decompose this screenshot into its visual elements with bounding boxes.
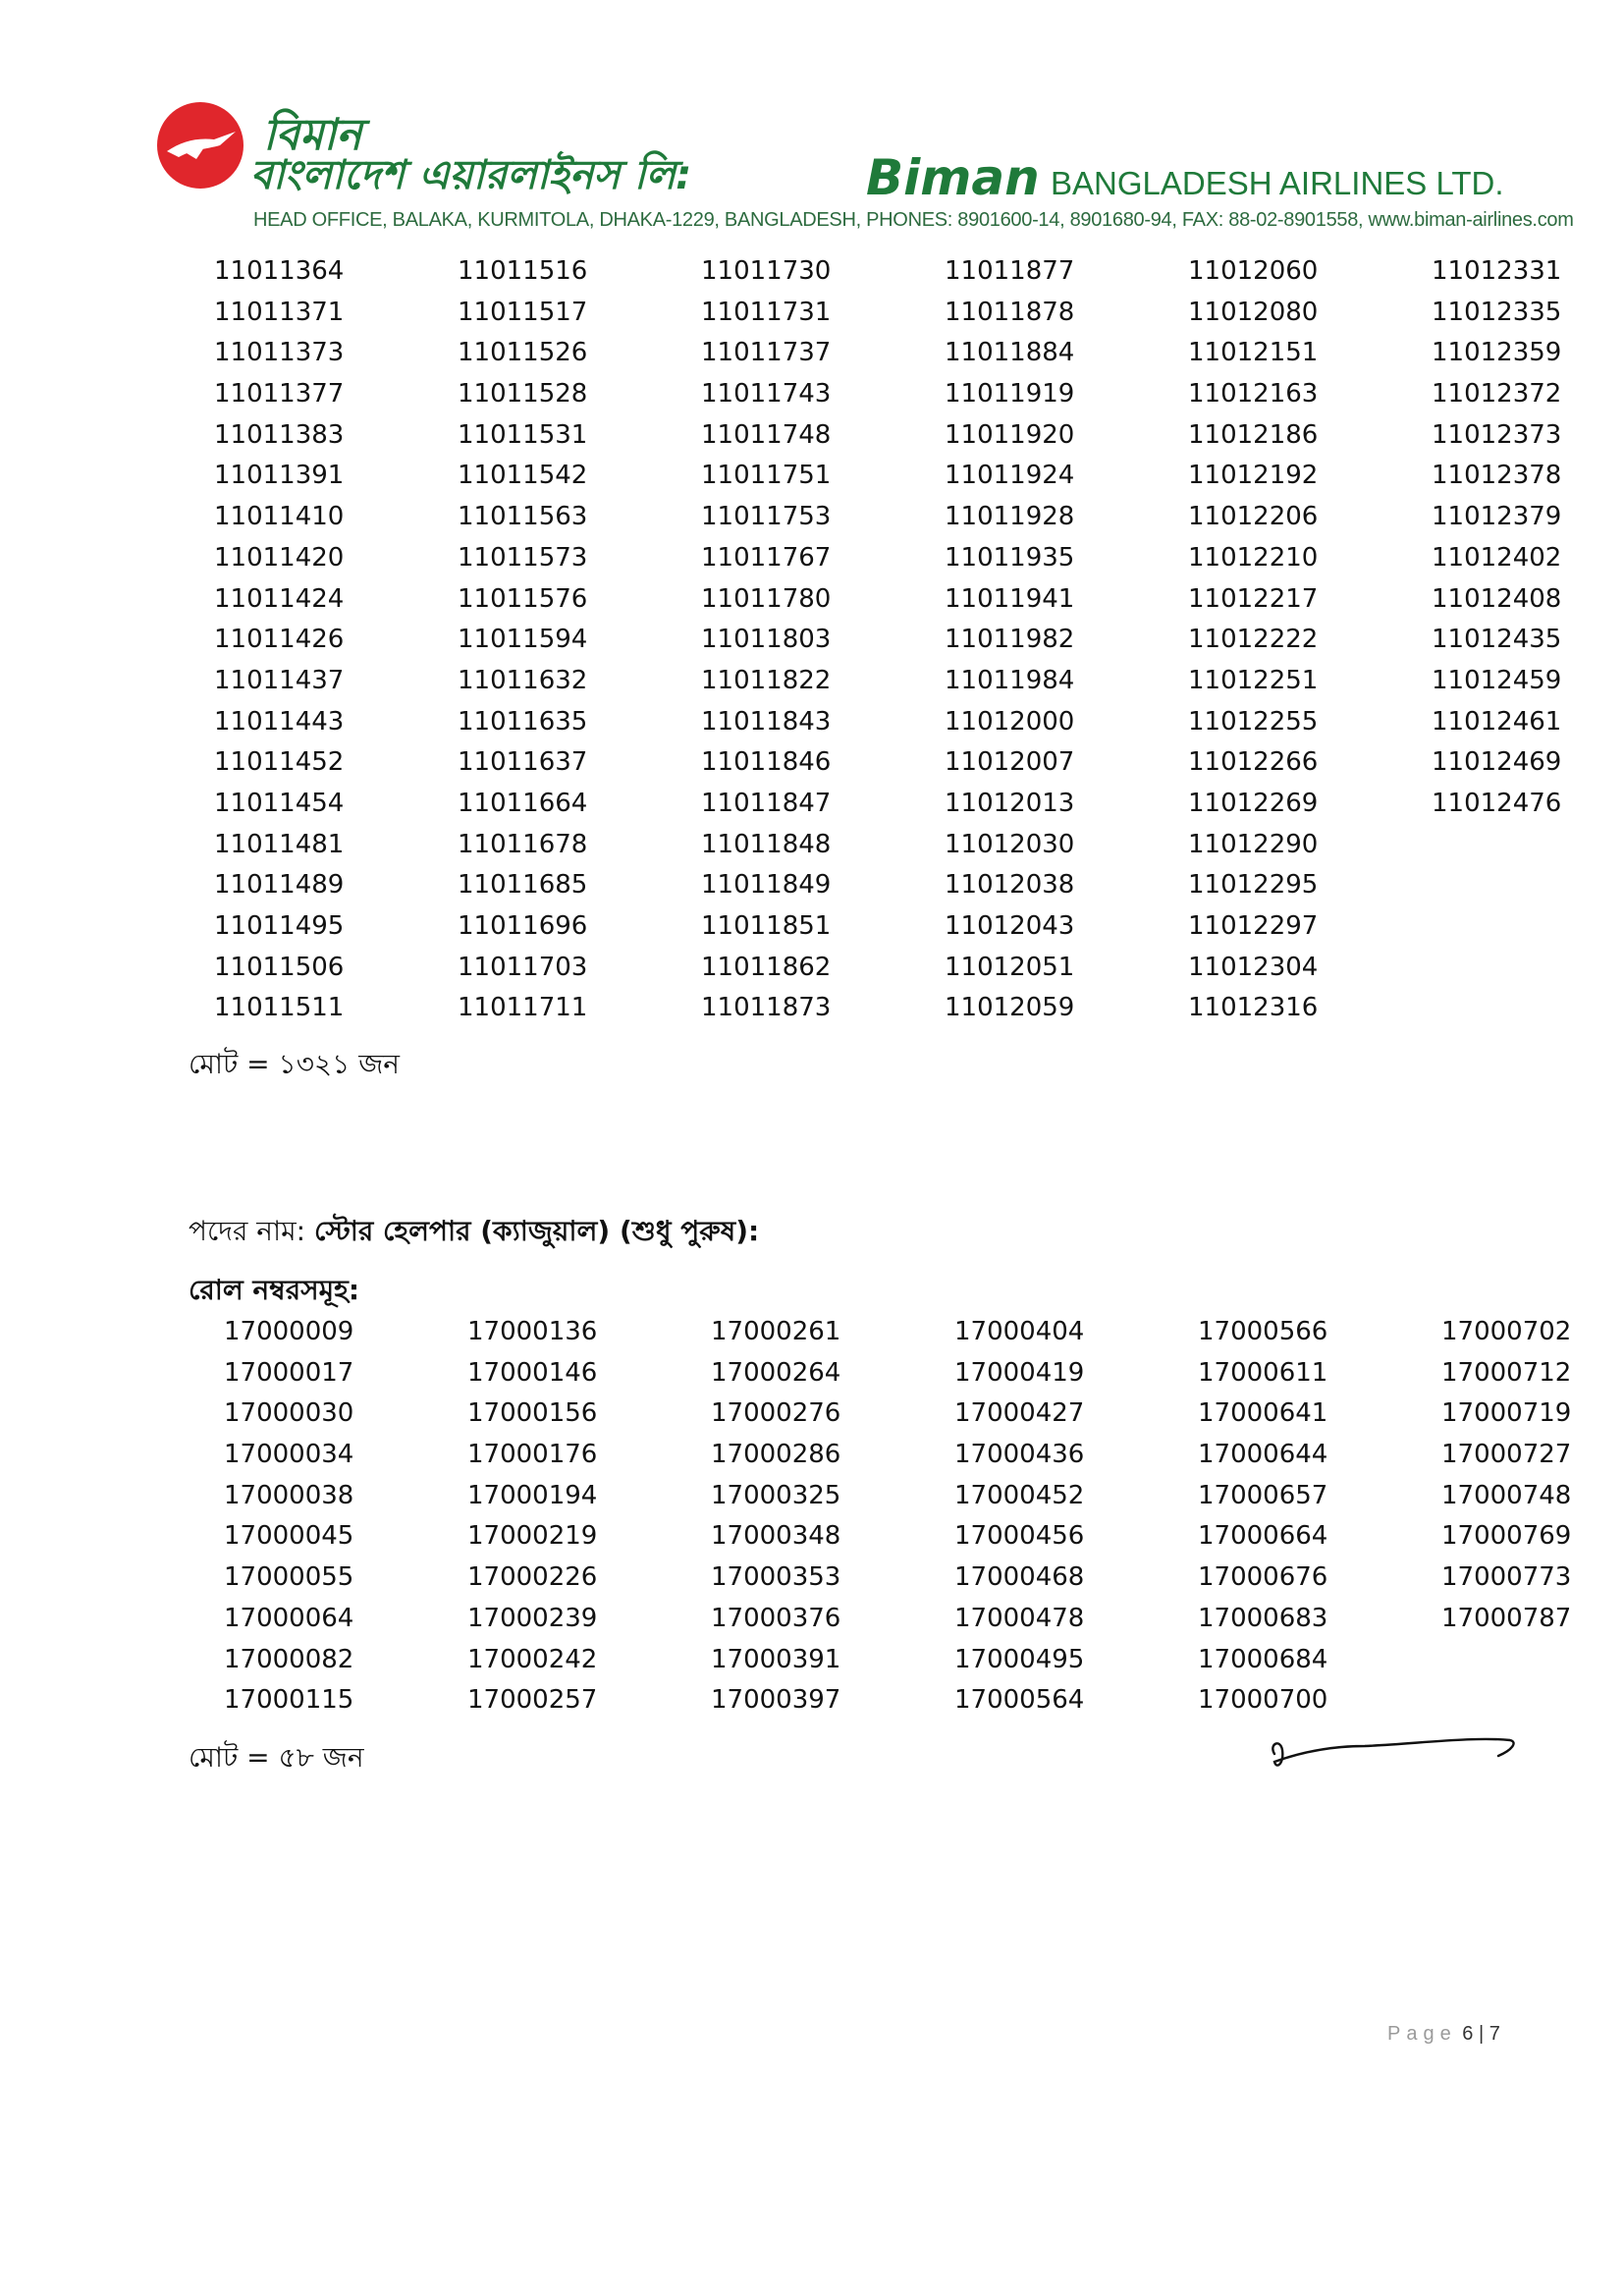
- roll-number-cell: 11011594: [458, 625, 588, 655]
- roll-number-cell: 17000719: [1441, 1398, 1572, 1429]
- total-count-2: মোট = ৫৮ জন: [189, 1741, 364, 1774]
- roll-number-cell: 17000436: [954, 1440, 1085, 1470]
- roll-number-cell: 17000034: [224, 1440, 354, 1470]
- brand-name-bangla-line1: বিমান: [263, 110, 362, 160]
- roll-number-cell: 11011848: [701, 829, 832, 859]
- roll-number-cell: 11011511: [214, 993, 345, 1023]
- roll-number-cell: 11012192: [1188, 461, 1319, 491]
- roll-number-cell: 11011576: [458, 583, 588, 614]
- roll-number-cell: 11012206: [1188, 502, 1319, 532]
- roll-number-cell: 11011935: [945, 542, 1075, 573]
- roll-number-cell: 17000030: [224, 1398, 354, 1429]
- roll-number-cell: 11011563: [458, 502, 588, 532]
- roll-number-cell: 11012335: [1432, 297, 1562, 327]
- roll-number-cell: 11011371: [214, 297, 345, 327]
- roll-number-cell: 11011526: [458, 338, 588, 368]
- roll-number-cell: 11011426: [214, 625, 345, 655]
- roll-number-cell: 11012255: [1188, 706, 1319, 737]
- page-number: 6 | 7: [1462, 2023, 1500, 2045]
- roll-number-cell: 11011846: [701, 747, 832, 778]
- roll-number-cell: 11012222: [1188, 625, 1319, 655]
- roll-number-cell: 11011637: [458, 747, 588, 778]
- roll-number-cell: 11011481: [214, 829, 345, 859]
- roll-number-cell: 11012373: [1432, 419, 1562, 450]
- roll-number-cell: 11011573: [458, 542, 588, 573]
- roll-number-cell: 17000404: [954, 1317, 1085, 1346]
- roll-number-cell: 11012331: [1432, 256, 1562, 286]
- roll-number-cell: 11011919: [945, 379, 1075, 410]
- roll-number-cell: 17000156: [467, 1398, 598, 1429]
- page-word: Page: [1387, 2023, 1457, 2045]
- roll-number-cell: 11011696: [458, 911, 588, 941]
- roll-number-cell: 17000452: [954, 1480, 1085, 1510]
- roll-number-cell: 11012007: [945, 747, 1075, 778]
- roll-number-cell: 17000564: [954, 1685, 1085, 1716]
- roll-number-cell: 17000239: [467, 1603, 598, 1633]
- roll-number-cell: 11011685: [458, 870, 588, 901]
- roll-number-cell: 17000566: [1198, 1317, 1328, 1346]
- roll-number-cell: 17000276: [711, 1398, 841, 1429]
- roll-number-cell: 11011678: [458, 829, 588, 859]
- roll-number-cell: 17000495: [954, 1644, 1085, 1674]
- roll-number-cell: 17000257: [467, 1685, 598, 1716]
- roll-number-cell: 11011542: [458, 461, 588, 491]
- roll-number-cell: 11011731: [701, 297, 832, 327]
- roll-number-cell: 11011632: [458, 665, 588, 695]
- roll-number-grid-2: [224, 1312, 1624, 1722]
- roll-number-cell: 11011410: [214, 502, 345, 532]
- roll-number-cell: 11011452: [214, 747, 345, 778]
- roll-number-cell: 17000684: [1198, 1644, 1328, 1674]
- roll-number-cell: 17000136: [467, 1317, 598, 1346]
- roll-number-cell: 11012251: [1188, 665, 1319, 695]
- roll-number-cell: 17000194: [467, 1480, 598, 1510]
- roll-number-cell: 17000727: [1441, 1440, 1572, 1470]
- roll-number-cell: 11012013: [945, 788, 1075, 818]
- roll-number-cell: 11011984: [945, 665, 1075, 695]
- roll-number-cell: 11011803: [701, 625, 832, 655]
- roll-number-cell: 17000676: [1198, 1562, 1328, 1593]
- roll-number-cell: 11012435: [1432, 625, 1562, 655]
- roll-number-cell: 11012080: [1188, 297, 1319, 327]
- roll-number-cell: 17000773: [1441, 1562, 1572, 1593]
- roll-number-cell: 11011751: [701, 461, 832, 491]
- roll-number-cell: 11012461: [1432, 706, 1562, 737]
- roll-number-cell: 11012459: [1432, 665, 1562, 695]
- roll-number-cell: 17000478: [954, 1603, 1085, 1633]
- roll-number-cell: 17000456: [954, 1521, 1085, 1552]
- roll-number-cell: 11011516: [458, 256, 588, 286]
- roll-number-grid-1: [214, 251, 1624, 1029]
- roll-number-cell: 11011635: [458, 706, 588, 737]
- roll-number-cell: 17000611: [1198, 1357, 1328, 1388]
- roll-number-cell: 17000419: [954, 1357, 1085, 1388]
- post-name-heading: [189, 1210, 759, 1256]
- roll-number-cell: 11012051: [945, 952, 1075, 982]
- total-count-1: মোট = ১৩২১ জন: [189, 1048, 400, 1080]
- roll-number-cell: 11011528: [458, 379, 588, 410]
- roll-number-cell: 17000115: [224, 1685, 354, 1716]
- roll-number-cell: 11011730: [701, 256, 832, 286]
- roll-number-cell: 11011928: [945, 502, 1075, 532]
- roll-number-cell: 11011843: [701, 706, 832, 737]
- head-office-address: HEAD OFFICE, BALAKA, KURMITOLA, DHAKA-1229, BANGLADESH, PHONES: 8901600-14, 8901680-94, FAX: 88-02-8901558, www.biman-airlines.com: [253, 209, 1574, 231]
- roll-number-cell: 17000683: [1198, 1603, 1328, 1633]
- roll-number-cell: 11012269: [1188, 788, 1319, 818]
- roll-number-cell: 17000146: [467, 1357, 598, 1388]
- roll-number-cell: 11012186: [1188, 419, 1319, 450]
- roll-number-cell: 11012359: [1432, 338, 1562, 368]
- roll-number-cell: 11011878: [945, 297, 1075, 327]
- roll-number-cell: 17000664: [1198, 1521, 1328, 1552]
- roll-number-cell: 17000748: [1441, 1480, 1572, 1510]
- roll-number-cell: 11011753: [701, 502, 832, 532]
- roll-number-cell: 17000017: [224, 1357, 354, 1388]
- roll-number-cell: 11011849: [701, 870, 832, 901]
- roll-number-cell: 11011711: [458, 993, 588, 1023]
- roll-number-cell: 11012000: [945, 706, 1075, 737]
- roll-numbers-heading: রোল নম্বরসমূহ:: [189, 1274, 360, 1306]
- roll-number-cell: 11011391: [214, 461, 345, 491]
- roll-number-cell: 11011703: [458, 952, 588, 982]
- roll-number-cell: 11012469: [1432, 747, 1562, 778]
- roll-number-cell: 11011862: [701, 952, 832, 982]
- brand-name-english: BANGLADESH AIRLINES LTD.: [1051, 165, 1504, 201]
- roll-number-cell: 11011851: [701, 911, 832, 941]
- post-name-label: পদের নাম:: [189, 1215, 306, 1247]
- roll-number-cell: 17000325: [711, 1480, 841, 1510]
- roll-number-cell: 11011767: [701, 542, 832, 573]
- roll-number-cell: 11011443: [214, 706, 345, 737]
- roll-number-cell: 17000064: [224, 1603, 354, 1633]
- roll-number-cell: 17000641: [1198, 1398, 1328, 1429]
- roll-number-cell: 11011664: [458, 788, 588, 818]
- signature-icon: [1267, 1724, 1522, 1787]
- roll-number-cell: 17000644: [1198, 1440, 1328, 1470]
- roll-number-cell: 11011424: [214, 583, 345, 614]
- roll-number-cell: 11012290: [1188, 829, 1319, 859]
- roll-number-cell: 11012295: [1188, 870, 1319, 901]
- roll-number-cell: 11011517: [458, 297, 588, 327]
- roll-number-cell: 17000353: [711, 1562, 841, 1593]
- roll-number-cell: 11012059: [945, 993, 1075, 1023]
- roll-number-cell: 17000769: [1441, 1521, 1572, 1552]
- roll-number-cell: 11011920: [945, 419, 1075, 450]
- roll-number-cell: 11011877: [945, 256, 1075, 286]
- roll-number-cell: 11011377: [214, 379, 345, 410]
- roll-number-cell: 11012378: [1432, 461, 1562, 491]
- roll-number-cell: 11012266: [1188, 747, 1319, 778]
- roll-number-cell: 11012297: [1188, 911, 1319, 941]
- roll-number-cell: 11011873: [701, 993, 832, 1023]
- brand-name-bangla-line2: বাংলাদেশ এয়ারলাইনস লি:: [250, 151, 692, 198]
- roll-number-cell: 11011748: [701, 419, 832, 450]
- roll-number-cell: 11011822: [701, 665, 832, 695]
- roll-number-cell: 11011884: [945, 338, 1075, 368]
- roll-number-cell: 11011364: [214, 256, 345, 286]
- roll-number-cell: 17000082: [224, 1644, 354, 1674]
- roll-number-cell: 11011420: [214, 542, 345, 573]
- roll-number-cell: 11011373: [214, 338, 345, 368]
- roll-number-cell: 11012372: [1432, 379, 1562, 410]
- roll-number-cell: 11011941: [945, 583, 1075, 614]
- roll-number-cell: 17000376: [711, 1603, 841, 1633]
- roll-number-cell: 17000712: [1441, 1357, 1572, 1388]
- roll-number-cell: 11011847: [701, 788, 832, 818]
- roll-number-cell: 11012408: [1432, 583, 1562, 614]
- biman-bird-logo-icon: [157, 102, 244, 189]
- roll-number-cell: 11011737: [701, 338, 832, 368]
- brand-name-biman: Biman: [866, 149, 1040, 206]
- roll-number-cell: 11011495: [214, 911, 345, 941]
- roll-number-cell: 17000391: [711, 1644, 841, 1674]
- roll-number-cell: 11012060: [1188, 256, 1319, 286]
- roll-number-cell: 11012163: [1188, 379, 1319, 410]
- roll-number-cell: 17000700: [1198, 1685, 1328, 1716]
- roll-number-cell: 17000009: [224, 1317, 354, 1346]
- roll-number-cell: 17000219: [467, 1521, 598, 1552]
- roll-number-cell: 11012379: [1432, 502, 1562, 532]
- roll-number-cell: 11011924: [945, 461, 1075, 491]
- roll-number-cell: 11011506: [214, 952, 345, 982]
- roll-number-cell: 17000286: [711, 1440, 841, 1470]
- roll-number-cell: 11012217: [1188, 583, 1319, 614]
- roll-number-cell: 11012476: [1432, 788, 1562, 818]
- roll-number-cell: 17000787: [1441, 1603, 1572, 1633]
- roll-number-cell: 11012038: [945, 870, 1075, 901]
- roll-number-cell: 11012151: [1188, 338, 1319, 368]
- roll-number-cell: 11011743: [701, 379, 832, 410]
- roll-number-cell: 17000657: [1198, 1480, 1328, 1510]
- roll-number-cell: 17000242: [467, 1644, 598, 1674]
- roll-number-cell: 11011780: [701, 583, 832, 614]
- roll-number-cell: 11012304: [1188, 952, 1319, 982]
- roll-number-cell: 17000348: [711, 1521, 841, 1552]
- roll-number-cell: 17000468: [954, 1562, 1085, 1593]
- roll-number-cell: 11012030: [945, 829, 1075, 859]
- roll-number-cell: 11012316: [1188, 993, 1319, 1023]
- roll-number-cell: 11011489: [214, 870, 345, 901]
- roll-number-cell: 11012210: [1188, 542, 1319, 573]
- roll-number-cell: 17000261: [711, 1317, 841, 1346]
- roll-number-cell: 17000055: [224, 1562, 354, 1593]
- roll-number-cell: 11012043: [945, 911, 1075, 941]
- roll-number-cell: 17000226: [467, 1562, 598, 1593]
- roll-number-cell: 17000702: [1441, 1317, 1572, 1346]
- post-name-value: স্টোর হেলপার (ক্যাজুয়াল) (শুধু পুরুষ):: [314, 1215, 760, 1247]
- roll-number-cell: 11012402: [1432, 542, 1562, 573]
- roll-number-cell: 17000176: [467, 1440, 598, 1470]
- roll-number-cell: 11011982: [945, 625, 1075, 655]
- roll-number-cell: 11011531: [458, 419, 588, 450]
- roll-number-cell: 11011437: [214, 665, 345, 695]
- roll-number-cell: 17000038: [224, 1480, 354, 1510]
- page-footer: [1387, 2023, 1500, 2046]
- roll-number-cell: 11011383: [214, 419, 345, 450]
- roll-number-cell: 17000045: [224, 1521, 354, 1552]
- roll-number-cell: 11011454: [214, 788, 345, 818]
- roll-number-cell: 17000397: [711, 1685, 841, 1716]
- roll-number-cell: 17000264: [711, 1357, 841, 1388]
- roll-number-cell: 17000427: [954, 1398, 1085, 1429]
